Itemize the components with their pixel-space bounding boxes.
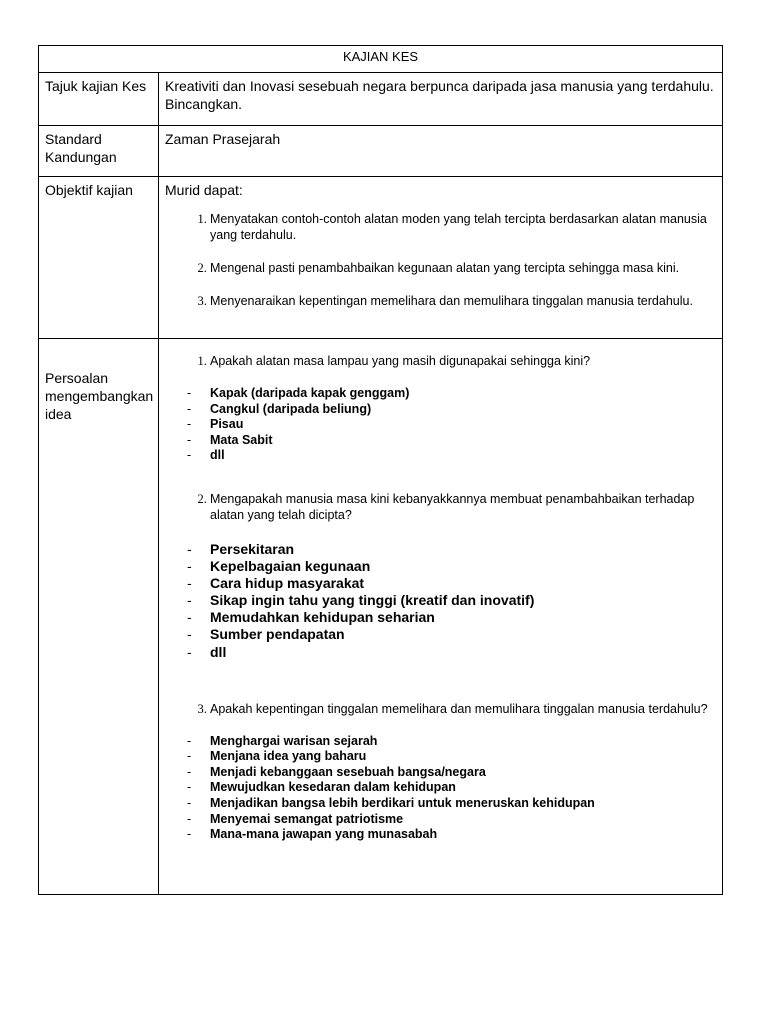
answer-item: - Kepelbagaian kegunaan bbox=[187, 558, 716, 575]
answer-item: - Mana-mana jawapan yang munasabah bbox=[187, 827, 716, 843]
question-text: Apakah alatan masa lampau yang masih digunapakai sehingga kini? bbox=[210, 354, 591, 368]
objektif-item: 3. Menyenaraikan kepentingan memelihara dan memulihara tinggalan manusia terdahulu. bbox=[210, 293, 716, 309]
answer-item: - Menghargai warisan sejarah bbox=[187, 734, 716, 750]
question-list bbox=[165, 353, 716, 843]
objektif-item: 2. Mengenal pasti penambahbaikan kegunaan alatan yang tercipta sehingga masa kini. bbox=[210, 260, 716, 276]
standard-value: Zaman Prasejarah bbox=[159, 126, 723, 177]
persoalan-row bbox=[39, 339, 723, 895]
objektif-row bbox=[39, 177, 723, 339]
answer-item: - dll bbox=[187, 644, 716, 661]
persoalan-label: Persoalan mengembangkan idea bbox=[39, 339, 159, 895]
tajuk-row bbox=[39, 73, 723, 126]
objektif-label: Objektif kajian bbox=[39, 177, 159, 339]
answer-item: - Kapak (daripada kapak genggam) bbox=[187, 386, 716, 402]
answer-item: - Sumber pendapatan bbox=[187, 626, 716, 643]
answer-item: - Cara hidup masyarakat bbox=[187, 575, 716, 592]
tajuk-value: Kreativiti dan Inovasi sesebuah negara berpunca daripada jasa manusia yang terdahulu. Bincangkan. bbox=[159, 73, 723, 126]
answer-item: - Sikap ingin tahu yang tinggi (kreatif dan inovatif) bbox=[187, 592, 716, 609]
objektif-item: 1. Menyatakan contoh-contoh alatan moden yang telah tercipta berdasarkan alatan manusia yang terdahulu. bbox=[210, 211, 716, 243]
objektif-content bbox=[159, 177, 723, 339]
answer-item: - Memudahkan kehidupan seharian bbox=[187, 609, 716, 626]
answer-list bbox=[187, 734, 716, 843]
standard-label: Standard Kandungan bbox=[39, 126, 159, 177]
answer-item: - Persekitaran bbox=[187, 541, 716, 558]
question-item bbox=[210, 491, 716, 661]
question-item bbox=[210, 701, 716, 843]
question-item bbox=[210, 353, 716, 464]
answer-item: - dll bbox=[187, 448, 716, 464]
title-row bbox=[39, 46, 723, 73]
answer-item: - Mata Sabit bbox=[187, 433, 716, 449]
answer-list bbox=[187, 386, 716, 464]
objektif-intro: Murid dapat: bbox=[165, 182, 243, 198]
objektif-list bbox=[165, 211, 716, 309]
answer-list bbox=[187, 541, 716, 661]
answer-item: - Menjana idea yang baharu bbox=[187, 749, 716, 765]
answer-item: - Menjadi kebanggaan sesebuah bangsa/negara bbox=[187, 765, 716, 781]
case-study-table bbox=[38, 45, 723, 895]
question-text: Mengapakah manusia masa kini kebanyakkannya membuat penambahbaikan terhadap alatan yang telah dicipta? bbox=[210, 491, 695, 522]
standard-row bbox=[39, 126, 723, 177]
answer-item: - Mewujudkan kesedaran dalam kehidupan bbox=[187, 780, 716, 796]
answer-item: - Menyemai semangat patriotisme bbox=[187, 812, 716, 828]
tajuk-label: Tajuk kajian Kes bbox=[39, 73, 159, 126]
question-text: Apakah kepentingan tinggalan memelihara dan memulihara tinggalan manusia terdahulu? bbox=[210, 701, 708, 716]
table-title: KAJIAN KES bbox=[39, 46, 723, 73]
persoalan-content bbox=[159, 339, 723, 895]
answer-item: - Menjadikan bangsa lebih berdikari untuk meneruskan kehidupan bbox=[187, 796, 716, 812]
answer-item: - Pisau bbox=[187, 417, 716, 433]
answer-item: - Cangkul (daripada beliung) bbox=[187, 402, 716, 418]
